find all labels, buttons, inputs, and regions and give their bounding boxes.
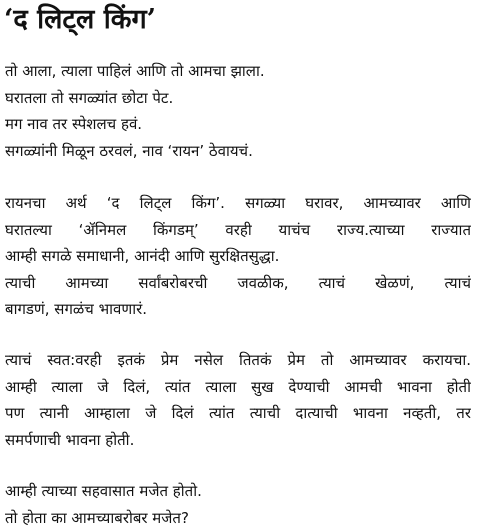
paragraph-line: घरातला तो सगळ्यांत छोटा पेट.: [5, 88, 174, 107]
paragraph-line: तो होता का आमच्याबरोबर मजेत?: [5, 508, 189, 527]
paragraph-line: समर्पणाची भावना होती.: [5, 430, 135, 449]
paragraph-line: रायनचा अर्थ ‘द लिट्ल किंग’. सगळ्या घरावर, आमच्यावर आणि: [5, 194, 471, 212]
paragraph-line: तो आला, त्याला पाहिलं आणि तो आमचा झाला.: [5, 62, 265, 80]
paragraph-line: आम्ही त्याच्या सहवासात मजेत होतो.: [5, 482, 202, 500]
paragraph-line: बागडणं, सगळंच भावणारं.: [5, 300, 147, 318]
paragraph-line: आम्ही सगळे समाधानी, आनंदी आणि सुरक्षितसुद्धा.: [5, 247, 280, 265]
paragraph-line: त्याचं स्वत:वरही इतकं प्रेम नसेल तितकं प्रेम तो आमच्यावर करायचा.: [5, 351, 471, 369]
paragraph-line: मग नाव तर स्पेशलच हवं.: [5, 115, 143, 133]
paragraph-line: त्याची आमच्या सर्वांबरोबरची जवळीक, त्याचं खेळणं, त्याचं: [5, 273, 471, 292]
paragraph-line: घरातल्या ‘ॲनिमल किंगडम्’ वरही याचंच राज्य.त्याच्या राज्यात: [5, 220, 471, 239]
paragraph-2: [5, 190, 471, 323]
paragraph-line: पण त्यानी आम्हाला जे दिलं त्यांत त्याची दात्याची भावना नव्हती, तर: [5, 404, 471, 422]
page-title: ‘द लिट्ल किंग’: [4, 4, 157, 35]
paragraph-4: [5, 478, 471, 531]
paragraph-line: सगळ्यांनी मिळून ठरवलं, नाव ‘रायन’ ठेवायचं.: [5, 141, 253, 160]
paragraph-3: [5, 347, 471, 453]
paragraph-line: आम्ही त्याला जे दिलं, त्यांत त्याला सुख देण्याची आमची भावना होती: [5, 377, 471, 396]
paragraph-1: [5, 58, 471, 164]
